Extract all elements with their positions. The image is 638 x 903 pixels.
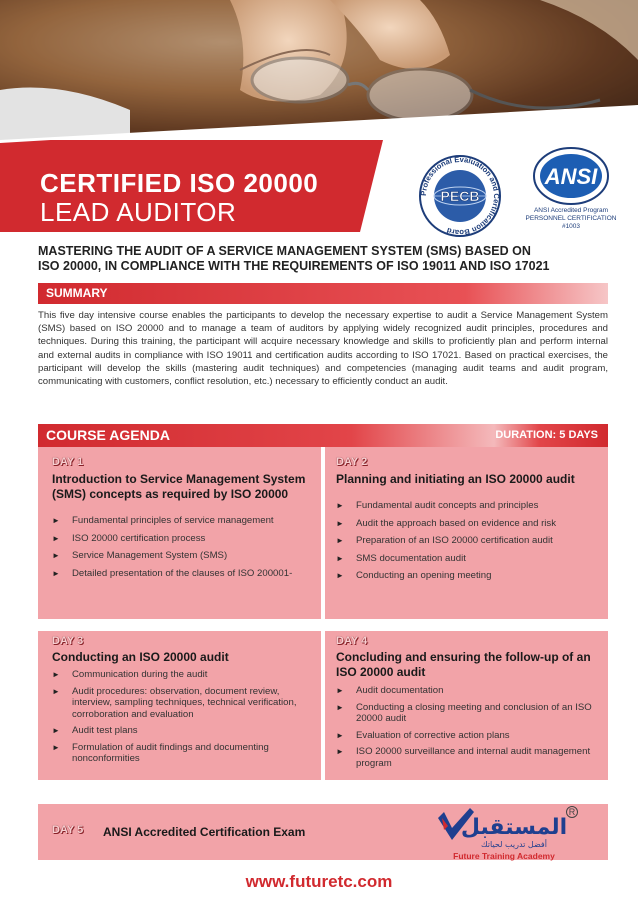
day4-topics [336, 685, 598, 769]
day2-topics [336, 500, 604, 582]
list-item: ► Audit procedures: observation, document review, interview, sampling techniques, technical verification, corroboration and evaluation [52, 686, 314, 721]
day1-title: Introduction to Service Management System (SMS) concepts as required by ISO 20000 [52, 472, 306, 501]
day2-title: Planning and initiating an ISO 20000 audit [336, 472, 575, 486]
pecb-ring-text: Professional Evaluation and Certification Board [418, 154, 502, 238]
day1-box [38, 447, 321, 619]
logo-arabic-tagline: أفضل تدريب لحياتك [481, 840, 547, 849]
list-item: ► Formulation of audit findings and documenting nonconformities [52, 742, 314, 765]
list-item: ► Service Management System (SMS) [52, 550, 322, 562]
list-item: ► Conducting an opening meeting [336, 570, 604, 582]
pecb-logo-text: PECB [440, 188, 480, 204]
day3-title: Conducting an ISO 20000 audit [52, 650, 229, 664]
day2-box [325, 447, 608, 619]
summary-heading: SUMMARY [46, 286, 108, 300]
list-item: ► Conducting a closing meeting and conclusion of an ISO 20000 audit [336, 702, 598, 725]
course-title-line2: LEAD AUDITOR [40, 197, 237, 227]
ansi-logo-text: ANSI [544, 164, 598, 189]
future-training-academy-logo [434, 806, 574, 862]
registered-mark: R [566, 806, 578, 818]
day3-topics [52, 669, 314, 765]
day5-title: ANSI Accredited Certification Exam [103, 825, 306, 839]
ansi-caption-line3: #1003 [561, 223, 581, 230]
summary-heading-bar [38, 283, 608, 304]
agenda-heading: COURSE AGENDA [46, 427, 170, 443]
list-item: ► Evaluation of corrective action plans [336, 730, 598, 742]
ansi-caption [512, 207, 630, 231]
ansi-caption-line2: PERSONNEL CERTIFICATION [525, 215, 617, 222]
website-link[interactable]: www.futuretc.com [245, 872, 393, 891]
list-item: ► Detailed presentation of the clauses of ISO 200001- [52, 568, 322, 580]
list-item: ► Fundamental audit concepts and principles [336, 500, 604, 512]
list-item: ► Audit test plans [52, 725, 314, 737]
day1-label: DAY 1 [52, 456, 84, 468]
list-item: ► Audit documentation [336, 685, 598, 697]
course-subtitle [38, 244, 608, 274]
day1-topics [52, 515, 322, 579]
list-item: ► Fundamental principles of service management [52, 515, 322, 527]
subtitle-line2: ISO 20000, IN COMPLIANCE WITH THE REQUIREMENTS OF ISO 19011 AND ISO 17021 [38, 259, 550, 273]
day3-label: DAY 3 [52, 635, 84, 647]
ansi-caption-line1: ANSI Accredited Program [533, 207, 609, 214]
list-item: ► SMS documentation audit [336, 553, 604, 565]
agenda-duration: DURATION: 5 DAYS [495, 429, 598, 441]
pecb-logo [418, 154, 502, 238]
course-title-line1: CERTIFIED ISO 20000 [40, 168, 319, 198]
list-item: ► ISO 20000 certification process [52, 533, 322, 545]
day5-label: DAY 5 [52, 824, 84, 836]
list-item: ► Audit the approach based on evidence and risk [336, 518, 604, 530]
day2-label: DAY 2 [336, 456, 368, 468]
agenda-heading-bar [38, 424, 608, 447]
day4-box [325, 631, 608, 780]
logo-english-text: Future Training Academy [453, 851, 555, 861]
logo-arabic-text: المستقبل [460, 815, 568, 840]
day3-box [38, 631, 321, 780]
ansi-logo [532, 146, 610, 206]
list-item: ► ISO 20000 surveillance and internal audit management program [336, 746, 598, 769]
list-item: ► Communication during the audit [52, 669, 314, 681]
panel-divider-horizontal [38, 619, 608, 631]
day4-title: Concluding and ensuring the follow-up of an ISO 20000 audit [336, 650, 591, 679]
list-item: ► Preparation of an ISO 20000 certification audit [336, 535, 604, 547]
day4-label: DAY 4 [336, 635, 368, 647]
summary-text: This five day intensive course enables the participants to develop the necessary expertise to audit a Service Management System (SMS) based on ISO 20000 and to manage a team of auditors by applying widely recognized audit principles, procedures and techniques. During this training, the participant will acquire necessary knowledge and skills to proficiently plan and perform internal and external audits in compliance with ISO 19011 and certification audits according to ISO 17021. Based on practical exercises, the participant will develop the skills (mastering audit techniques) and competencies (managing audit teams and audit program, communicating with customers, conflict resolution, etc.) necessary to efficiently conduct an audit. [38, 310, 608, 388]
subtitle-line1: MASTERING THE AUDIT OF A SERVICE MANAGEMENT SYSTEM (SMS) BASED ON [38, 244, 531, 258]
